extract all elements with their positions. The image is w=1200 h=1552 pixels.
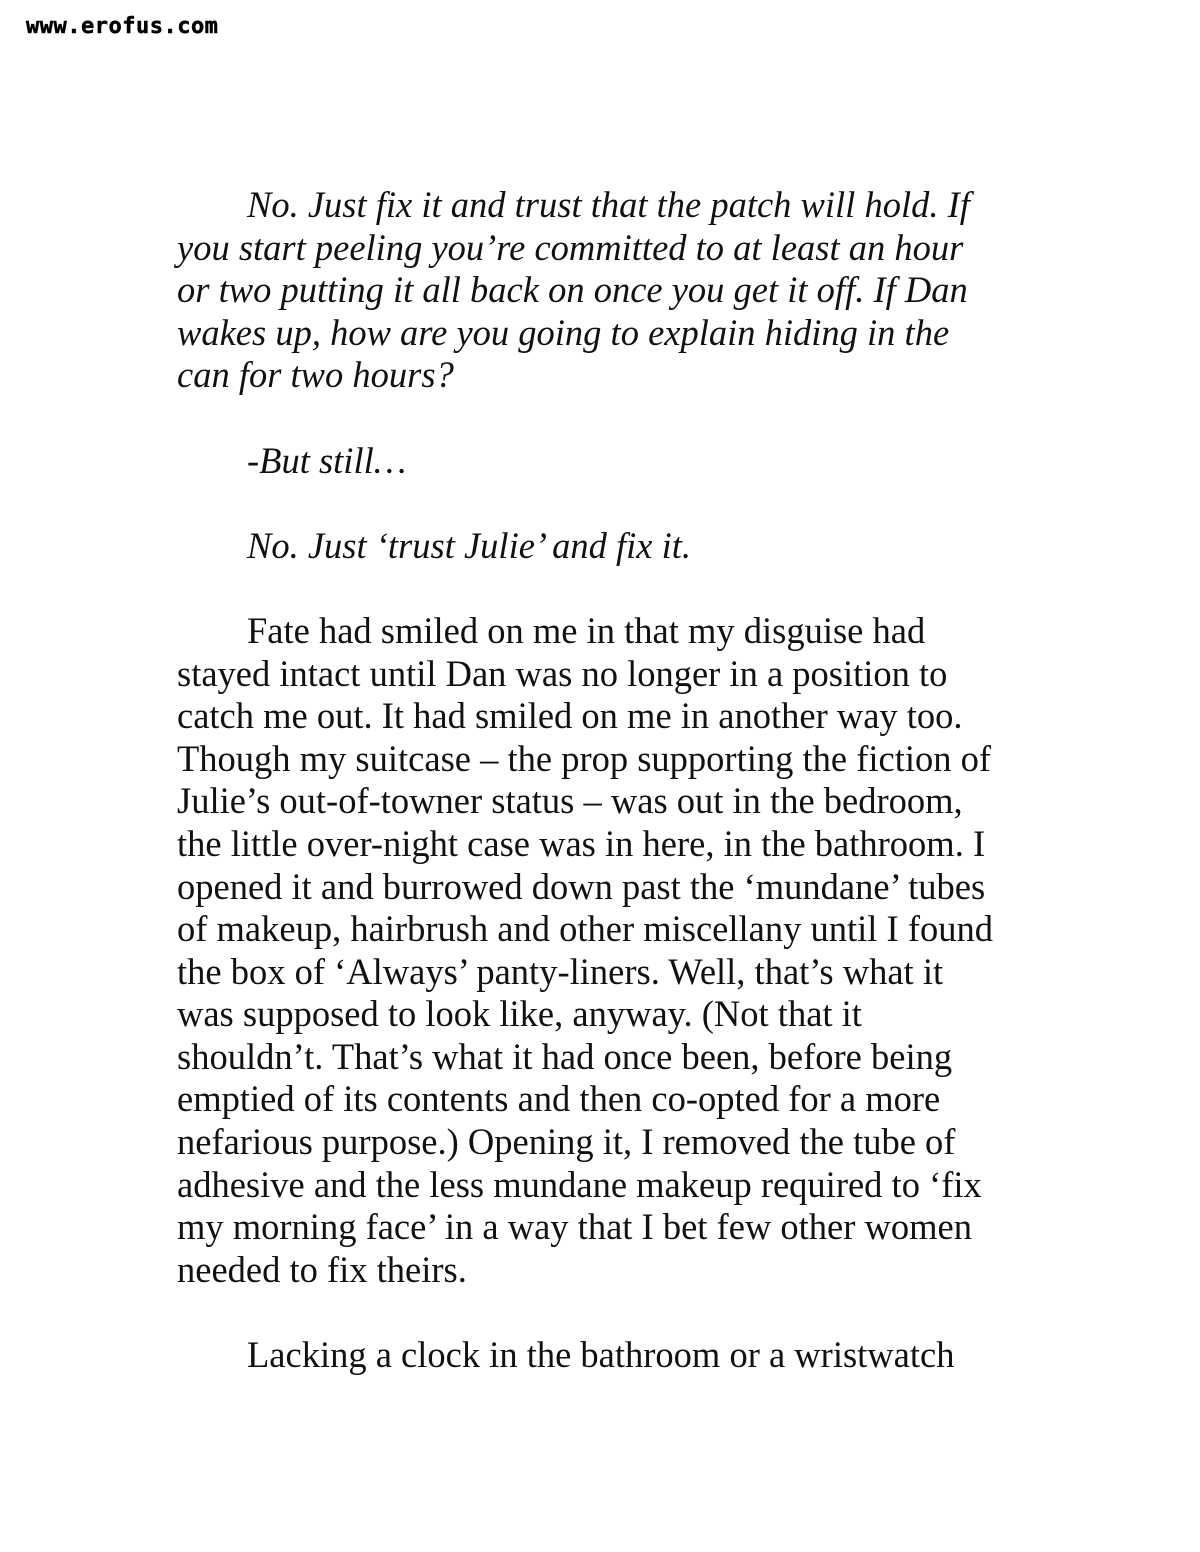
text-line: emptied of its contents and then co-opted for a more — [177, 1078, 941, 1120]
document-page — [177, 184, 1037, 1377]
text-line: nefarious purpose.) Opening it, I removed the tube of — [177, 1121, 956, 1163]
text-line: the box of ‘Always’ panty-liners. Well, that’s what it — [177, 950, 944, 992]
paragraph-gap — [177, 397, 1037, 440]
text-line: opened it and burrowed down past the ‘mundane’ tubes — [177, 865, 986, 907]
text-line: Lacking a clock in the bathroom or a wristwatch — [247, 1334, 955, 1376]
paragraph-gap — [177, 567, 1037, 610]
text-line: No. Just ‘trust Julie’ and fix it. — [247, 524, 692, 566]
text-line: Though my suitcase – the prop supporting the fiction of — [177, 737, 992, 779]
site-watermark: www.erofus.com — [26, 14, 219, 39]
paragraph-gap — [177, 1291, 1037, 1334]
text-line: was supposed to look like, anyway. (Not that it — [177, 993, 862, 1035]
text-line: shouldn’t. That’s what it had once been, before being — [177, 1035, 953, 1077]
paragraph-4 — [177, 610, 1037, 1292]
text-line: of makeup, hairbrush and other miscellany until I found — [177, 908, 993, 950]
text-line: No. Just fix it and trust that the patch will hold. If — [247, 184, 970, 225]
text-line: catch me out. It had smiled on me in another way too. — [177, 695, 963, 737]
paragraph-2 — [177, 440, 1037, 483]
paragraph-3 — [177, 525, 1037, 568]
text-line: stayed intact until Dan was no longer in a position to — [177, 652, 948, 694]
text-line: the little over-night case was in here, in the bathroom. I — [177, 822, 986, 864]
paragraph-5 — [177, 1334, 1037, 1377]
text-line: or two putting it all back on once you get it off. If Dan — [177, 269, 968, 311]
text-line: wakes up, how are you going to explain hiding in the — [177, 311, 950, 353]
text-line: -But still… — [247, 439, 407, 481]
text-line: adhesive and the less mundane makeup required to ‘fix — [177, 1163, 982, 1205]
text-line: Julie’s out-of-towner status – was out in the bedroom, — [177, 780, 963, 822]
paragraph-1 — [177, 184, 1037, 397]
text-line: needed to fix theirs. — [177, 1248, 467, 1290]
text-line: my morning face’ in a way that I bet few other women — [177, 1206, 972, 1248]
text-line: you start peeling you’re committed to at least an hour — [177, 226, 964, 268]
text-line: Fate had smiled on me in that my disguise had — [247, 609, 926, 651]
paragraph-gap — [177, 482, 1037, 525]
text-line: can for two hours? — [177, 354, 454, 396]
